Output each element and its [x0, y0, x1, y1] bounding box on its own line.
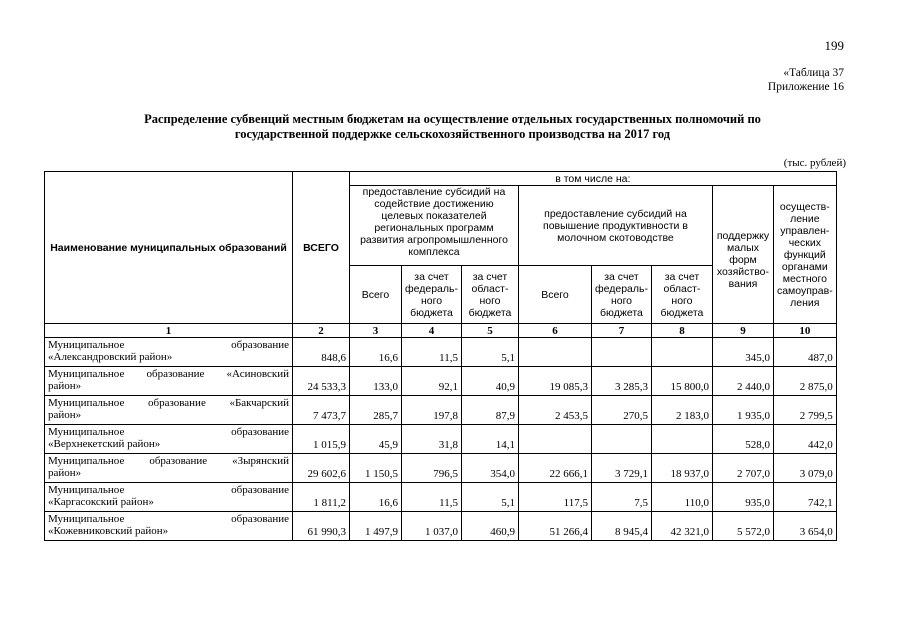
- value-cell-col-5: 14,1: [461, 425, 518, 454]
- column-number-row: [45, 324, 837, 338]
- column-number: 5: [461, 324, 518, 338]
- municipality-name-line-1: Муниципальное образование «Асиновский: [48, 368, 289, 380]
- value-cell-col-6: [518, 425, 591, 454]
- table-reference: [620, 66, 844, 94]
- subvention-table: [44, 171, 837, 541]
- header-g2-federal: за счет федераль-ного бюджета: [591, 266, 651, 324]
- title-line-2: государственной поддержке сельскохозяйственного производства на 2017 год: [234, 127, 671, 141]
- title-line-1: Распределение субвенций местным бюджетам на осуществление отдельных государственных полномочий по: [144, 112, 761, 126]
- value-cell-col-4: 11,5: [402, 483, 462, 512]
- municipality-name-cell: [45, 483, 293, 512]
- value-cell-col-5: 40,9: [461, 367, 518, 396]
- table-row: [45, 454, 837, 483]
- header-management-functions: осуществ-ление управлен-ческих функций органами местного самоуправ-ления: [773, 186, 836, 324]
- value-cell-col-6: 19 085,3: [518, 367, 591, 396]
- value-cell-col-8: [651, 338, 712, 367]
- municipality-name-line-2: район»: [48, 467, 82, 479]
- header-small-farms-support: поддержку малых форм хозяйство-вания: [712, 186, 773, 324]
- column-number: 9: [712, 324, 773, 338]
- value-cell-col-4: 197,8: [402, 396, 462, 425]
- table-row: [45, 338, 837, 367]
- page-number: 199: [824, 38, 844, 53]
- value-cell-col-7: [591, 338, 651, 367]
- value-cell-col-5: 5,1: [461, 338, 518, 367]
- value-cell-col-3: 1 497,9: [350, 512, 402, 541]
- column-number: 6: [518, 324, 591, 338]
- value-cell-col-3: 1 150,5: [350, 454, 402, 483]
- header-including: в том числе на:: [350, 172, 837, 186]
- municipality-name-cell: [45, 425, 293, 454]
- value-cell-col-6: 117,5: [518, 483, 591, 512]
- value-cell-col-10: 742,1: [773, 483, 836, 512]
- value-cell-col-4: 92,1: [402, 367, 462, 396]
- value-cell-col-9: 528,0: [712, 425, 773, 454]
- value-cell-col-9: 935,0: [712, 483, 773, 512]
- value-cell-col-8: 18 937,0: [651, 454, 712, 483]
- value-cell-col-9: 1 935,0: [712, 396, 773, 425]
- value-cell-col-8: 110,0: [651, 483, 712, 512]
- value-cell-col-5: 5,1: [461, 483, 518, 512]
- value-cell-col-10: 2 875,0: [773, 367, 836, 396]
- municipality-name-line-2: «Каргасокский район»: [48, 496, 154, 508]
- municipality-name-cell: [45, 512, 293, 541]
- value-cell-col-2: 7 473,7: [293, 396, 350, 425]
- value-cell-col-5: 460,9: [461, 512, 518, 541]
- table-number: «Таблица 37: [783, 67, 844, 79]
- table-row: [45, 425, 837, 454]
- municipality-name-cell: [45, 338, 293, 367]
- value-cell-col-4: 11,5: [402, 338, 462, 367]
- value-cell-col-4: 31,8: [402, 425, 462, 454]
- municipality-name-line-2: район»: [48, 409, 82, 421]
- value-cell-col-7: 3 285,3: [591, 367, 651, 396]
- value-cell-col-3: 285,7: [350, 396, 402, 425]
- municipality-name-line-1: Муниципальное образование: [48, 513, 289, 525]
- header-group-dairy: предоставление субсидий на повышение продуктивности в молочном скотоводстве: [518, 186, 712, 266]
- document-title: [90, 112, 815, 142]
- municipality-name-line-1: Муниципальное образование: [48, 339, 289, 351]
- value-cell-col-4: 796,5: [402, 454, 462, 483]
- value-cell-col-2: 29 602,6: [293, 454, 350, 483]
- value-cell-col-10: 442,0: [773, 425, 836, 454]
- header-g1-federal: за счет федераль-ного бюджета: [402, 266, 462, 324]
- municipality-name-line-2: «Александровский район»: [48, 351, 173, 363]
- municipality-name-cell: [45, 454, 293, 483]
- header-g2-total: Всего: [518, 266, 591, 324]
- value-cell-col-2: 1 811,2: [293, 483, 350, 512]
- value-cell-col-6: 22 666,1: [518, 454, 591, 483]
- column-number: 4: [402, 324, 462, 338]
- value-cell-col-8: 42 321,0: [651, 512, 712, 541]
- value-cell-col-7: [591, 425, 651, 454]
- municipality-name-line-1: Муниципальное образование «Зырянский: [48, 455, 289, 467]
- value-cell-col-2: 848,6: [293, 338, 350, 367]
- value-cell-col-2: 24 533,3: [293, 367, 350, 396]
- table-row: [45, 512, 837, 541]
- value-cell-col-7: 8 945,4: [591, 512, 651, 541]
- value-cell-col-10: 487,0: [773, 338, 836, 367]
- header-g1-total: Всего: [350, 266, 402, 324]
- table-row: [45, 367, 837, 396]
- value-cell-col-7: 7,5: [591, 483, 651, 512]
- table-row: [45, 396, 837, 425]
- header-g2-regional: за счет област-ного бюджета: [651, 266, 712, 324]
- value-cell-col-9: 2 707,0: [712, 454, 773, 483]
- value-cell-col-5: 354,0: [461, 454, 518, 483]
- municipality-name-cell: [45, 396, 293, 425]
- value-cell-col-10: 3 654,0: [773, 512, 836, 541]
- column-number: 7: [591, 324, 651, 338]
- value-cell-col-8: 15 800,0: [651, 367, 712, 396]
- value-cell-col-9: 345,0: [712, 338, 773, 367]
- value-cell-col-9: 5 572,0: [712, 512, 773, 541]
- value-cell-col-3: 16,6: [350, 483, 402, 512]
- column-number: 1: [45, 324, 293, 338]
- municipality-name-line-2: «Кожевниковский район»: [48, 525, 169, 537]
- value-cell-col-8: 2 183,0: [651, 396, 712, 425]
- value-cell-col-10: 3 079,0: [773, 454, 836, 483]
- value-cell-col-4: 1 037,0: [402, 512, 462, 541]
- header-municipality-name: Наименование муниципальных образований: [45, 172, 293, 324]
- header-group-agro-program: предоставление субсидий на содействие достижению целевых показателей региональных программ развития агропромышленного комплекса: [350, 186, 519, 266]
- column-number: 10: [773, 324, 836, 338]
- value-cell-col-6: 51 266,4: [518, 512, 591, 541]
- table-row: [45, 483, 837, 512]
- header-total: ВСЕГО: [293, 172, 350, 324]
- value-cell-col-10: 2 799,5: [773, 396, 836, 425]
- municipality-name-line-1: Муниципальное образование: [48, 484, 289, 496]
- value-cell-col-5: 87,9: [461, 396, 518, 425]
- value-cell-col-9: 2 440,0: [712, 367, 773, 396]
- value-cell-col-6: [518, 338, 591, 367]
- header-g1-regional: за счет област-ного бюджета: [461, 266, 518, 324]
- municipality-name-line-1: Муниципальное образование: [48, 426, 289, 438]
- municipality-name-line-2: «Верхнекетский район»: [48, 438, 161, 450]
- appendix-number: Приложение 16: [767, 81, 844, 93]
- value-cell-col-3: 133,0: [350, 367, 402, 396]
- value-cell-col-6: 2 453,5: [518, 396, 591, 425]
- value-cell-col-2: 1 015,9: [293, 425, 350, 454]
- value-cell-col-2: 61 990,3: [293, 512, 350, 541]
- municipality-name-line-2: район»: [48, 380, 82, 392]
- value-cell-col-3: 16,6: [350, 338, 402, 367]
- units-note: (тыс. рублей): [783, 157, 846, 169]
- municipality-name-cell: [45, 367, 293, 396]
- column-number: 3: [350, 324, 402, 338]
- column-number: 2: [293, 324, 350, 338]
- value-cell-col-8: [651, 425, 712, 454]
- column-number: 8: [651, 324, 712, 338]
- value-cell-col-7: 270,5: [591, 396, 651, 425]
- value-cell-col-3: 45,9: [350, 425, 402, 454]
- municipality-name-line-1: Муниципальное образование «Бакчарский: [48, 397, 289, 409]
- value-cell-col-7: 3 729,1: [591, 454, 651, 483]
